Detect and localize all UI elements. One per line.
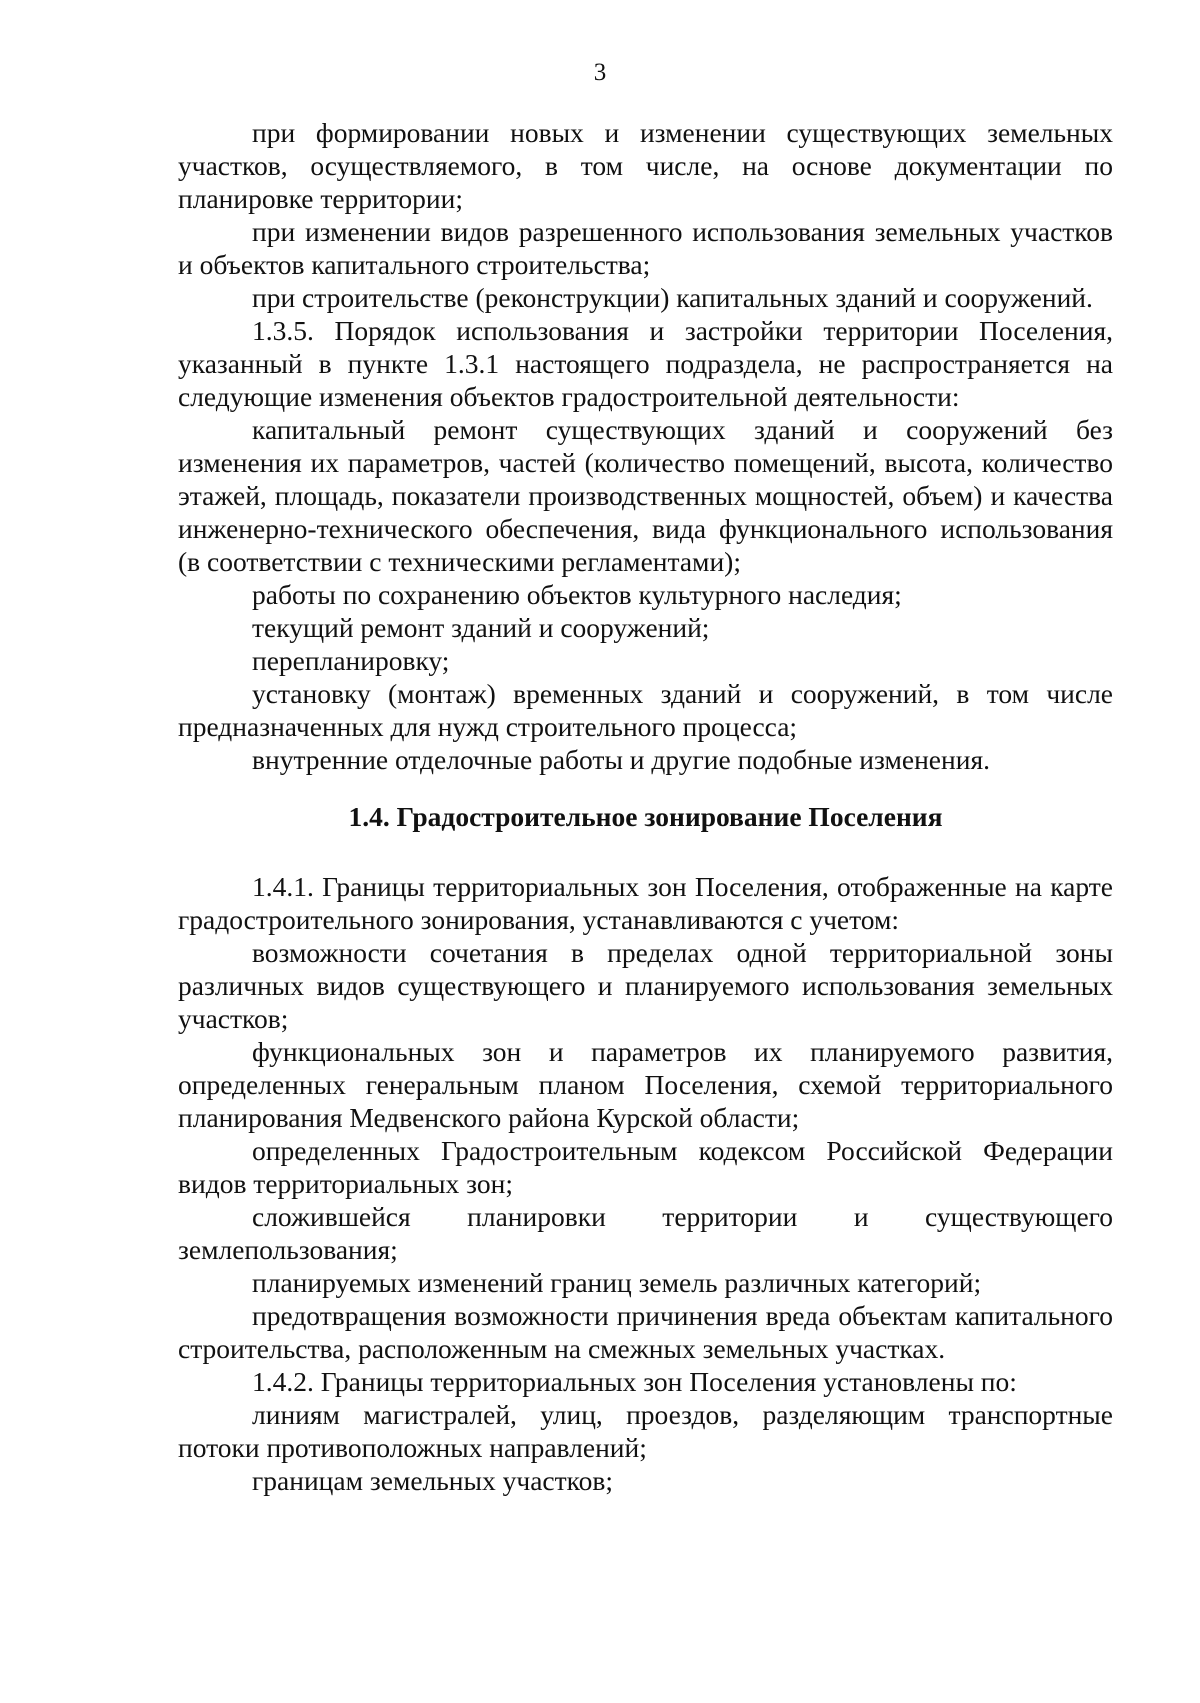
paragraph: при строительстве (реконструкции) капитальных зданий и сооружений. [252,282,1093,313]
paragraph: границам земельных участков; [252,1465,613,1496]
paragraph: внутренние отделочные работы и другие подобные изменения. [252,744,990,775]
paragraph: предотвращения возможности причинения вреда объектам капитального строительства, расположенным на смежных земельных участках. [178,1300,1113,1364]
paragraph: при формировании новых и изменении существующих земельных участков, осуществляемого, в том числе, на основе документации по планировке территории; [178,117,1113,214]
paragraph: капитальный ремонт существующих зданий и сооружений без изменения их параметров, частей (количество помещений, высота, количество этажей, площадь, показатели производственных мощностей, объем) и качества инженерно-технического обеспечения, вида функционального использования (в соответствии с техническими регламентами); [178,414,1113,577]
paragraph: определенных Градостроительным кодексом Российской Федерации видов территориальных зон; [178,1135,1113,1199]
paragraph: установку (монтаж) временных зданий и сооружений, в том числе предназначенных для нужд строительного процесса; [178,678,1113,742]
paragraph: при изменении видов разрешенного использования земельных участков и объектов капитального строительства; [178,216,1113,280]
paragraph: возможности сочетания в пределах одной территориальной зоны различных видов существующего и планируемого использования земельных участков; [178,937,1113,1034]
document-body [178,116,1113,1497]
paragraph: перепланировку; [252,645,450,676]
paragraph: 1.4.2. Границы территориальных зон Поселения установлены по: [252,1366,1017,1397]
paragraph: текущий ремонт зданий и сооружений; [252,612,710,643]
page-number: 3 [593,59,607,86]
paragraph: 1.4.1. Границы территориальных зон Поселения, отображенные на карте градостроительного зонирования, устанавливаются с учетом: [178,871,1113,935]
paragraph: сложившейся планировки территории и существующего землепользования; [178,1201,1113,1265]
section-heading: 1.4. Градостроительное зонирование Поселения [348,801,943,832]
paragraph: функциональных зон и параметров их планируемого развития, определенных генеральным планом Поселения, схемой территориального планирования Медвенского района Курской области; [178,1036,1113,1133]
paragraph: работы по сохранению объектов культурного наследия; [252,579,902,610]
paragraph: планируемых изменений границ земель различных категорий; [252,1267,982,1298]
paragraph: линиям магистралей, улиц, проездов, разделяющим транспортные потоки противоположных направлений; [178,1399,1113,1463]
paragraph: 1.3.5. Порядок использования и застройки территории Поселения, указанный в пункте 1.3.1 настоящего подраздела, не распространяется на следующие изменения объектов градостроительной деятельности: [178,315,1113,412]
